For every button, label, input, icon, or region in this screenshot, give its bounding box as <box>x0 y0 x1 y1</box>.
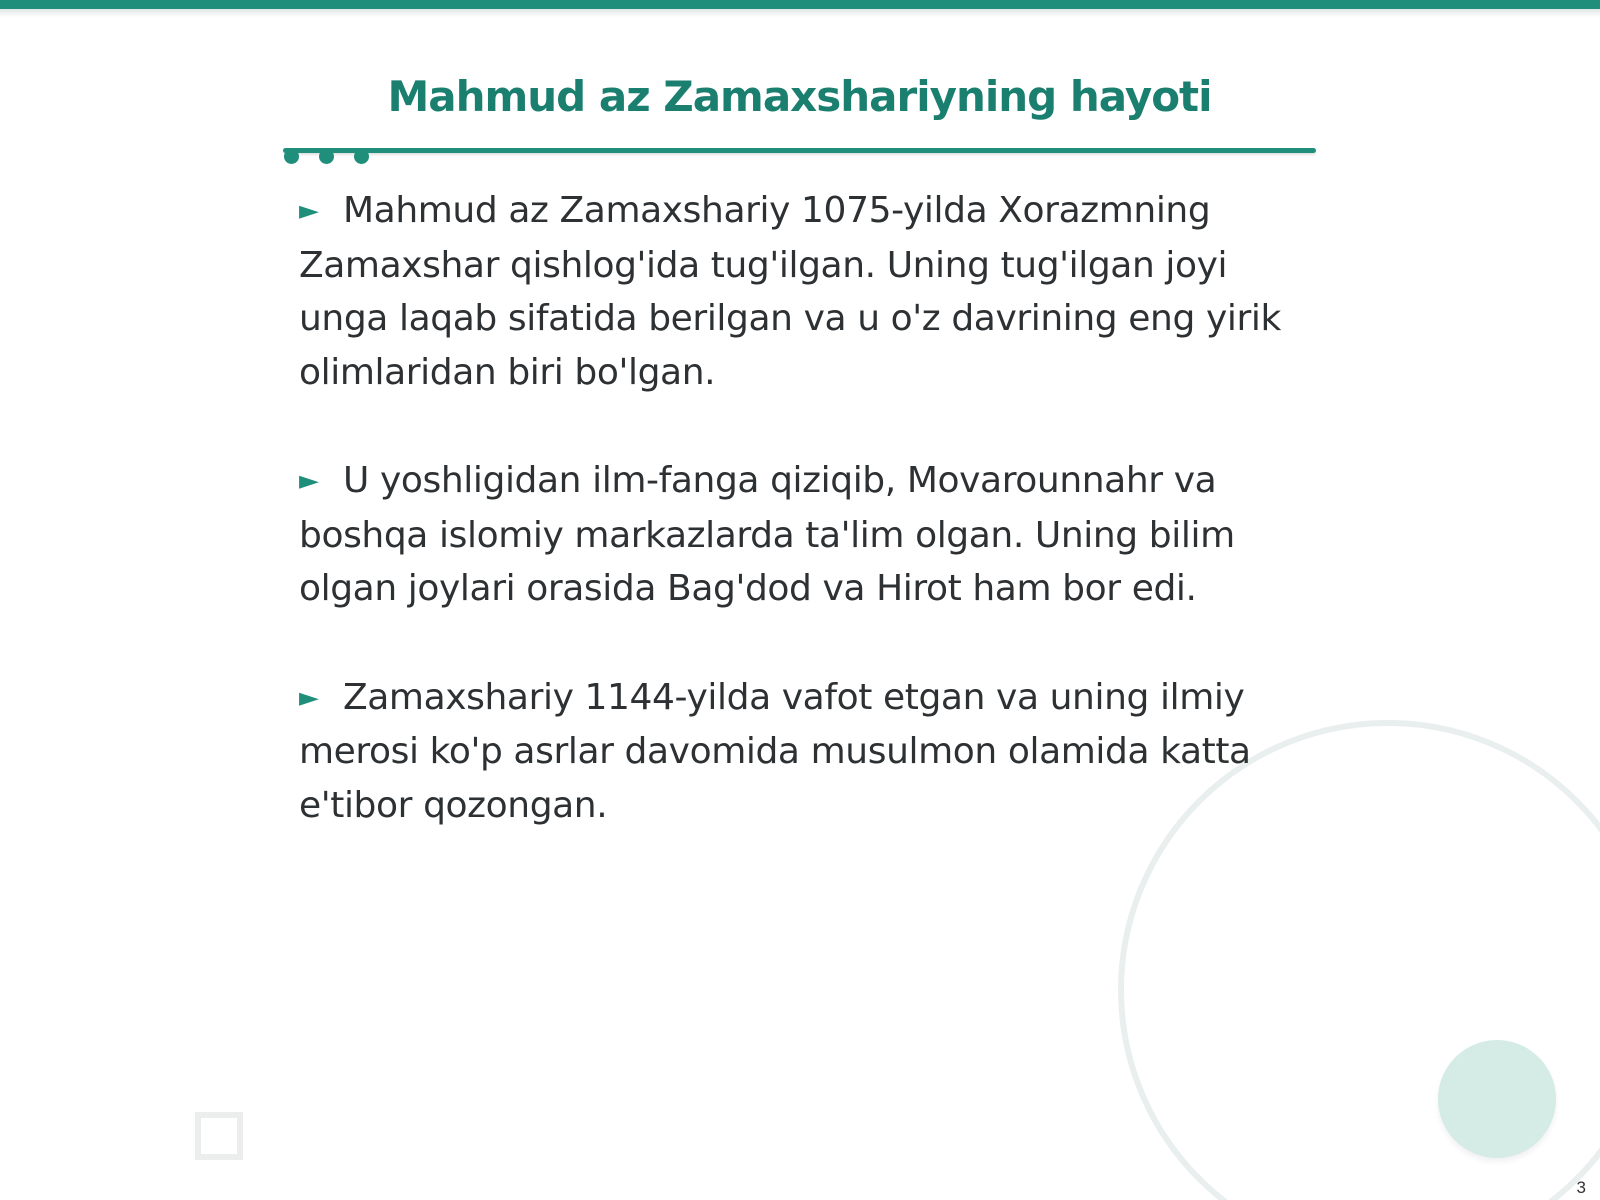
page-number: 3 <box>1576 1178 1586 1197</box>
title-dot-1 <box>284 149 299 164</box>
bullet-arrow-icon: ► <box>299 682 319 713</box>
decorative-circle <box>1438 1040 1556 1158</box>
decorative-square <box>195 1112 243 1160</box>
bullet-text: U yoshligidan ilm-fanga qiziqib, Movarounnahr va <box>343 460 1217 501</box>
bullet-text: Zamaxshariy 1144-yilda vafot etgan va uning ilmiy <box>343 676 1245 718</box>
slide-title: Mahmud az Zamaxshariyning hayoti <box>387 72 1212 121</box>
bullet-line <box>299 184 1299 239</box>
title-dot-2 <box>319 149 334 164</box>
bullet-line: boshqa islomiy markazlarda ta'lim olgan. Uning bilim <box>299 514 1235 556</box>
bullet-arrow-icon: ► <box>299 466 319 496</box>
bullet-line: e'tibor qozongan. <box>299 784 608 826</box>
top-accent-bar <box>0 0 1600 9</box>
bullet-arrow-icon: ► <box>299 196 319 226</box>
bullet-line: olgan joylari orasida Bag'dod va Hirot ham bor edi. <box>299 568 1197 609</box>
bullet-line: merosi ko'p asrlar davomida musulmon olamida katta <box>299 731 1251 772</box>
bullet-item-birth <box>299 184 1299 399</box>
bullet-item-education <box>299 454 1299 616</box>
top-bar-shadow <box>0 9 1600 17</box>
bullet-text: Mahmud az Zamaxshariy 1075-yilda Xorazmning <box>343 190 1211 231</box>
bullet-line <box>299 454 1299 509</box>
bullet-line: olimlaridan biri bo'lgan. <box>299 351 716 393</box>
bullet-list <box>299 184 1299 887</box>
bullet-line: Zamaxshar qishlog'ida tug'ilgan. Uning tug'ilgan joyi <box>299 244 1228 286</box>
bullet-item-legacy <box>299 671 1299 833</box>
bullet-line <box>299 671 1299 726</box>
title-underline <box>283 148 1316 153</box>
bullet-line: unga laqab sifatida berilgan va u o'z davrining eng yirik <box>299 298 1281 339</box>
title-dot-3 <box>354 149 369 164</box>
